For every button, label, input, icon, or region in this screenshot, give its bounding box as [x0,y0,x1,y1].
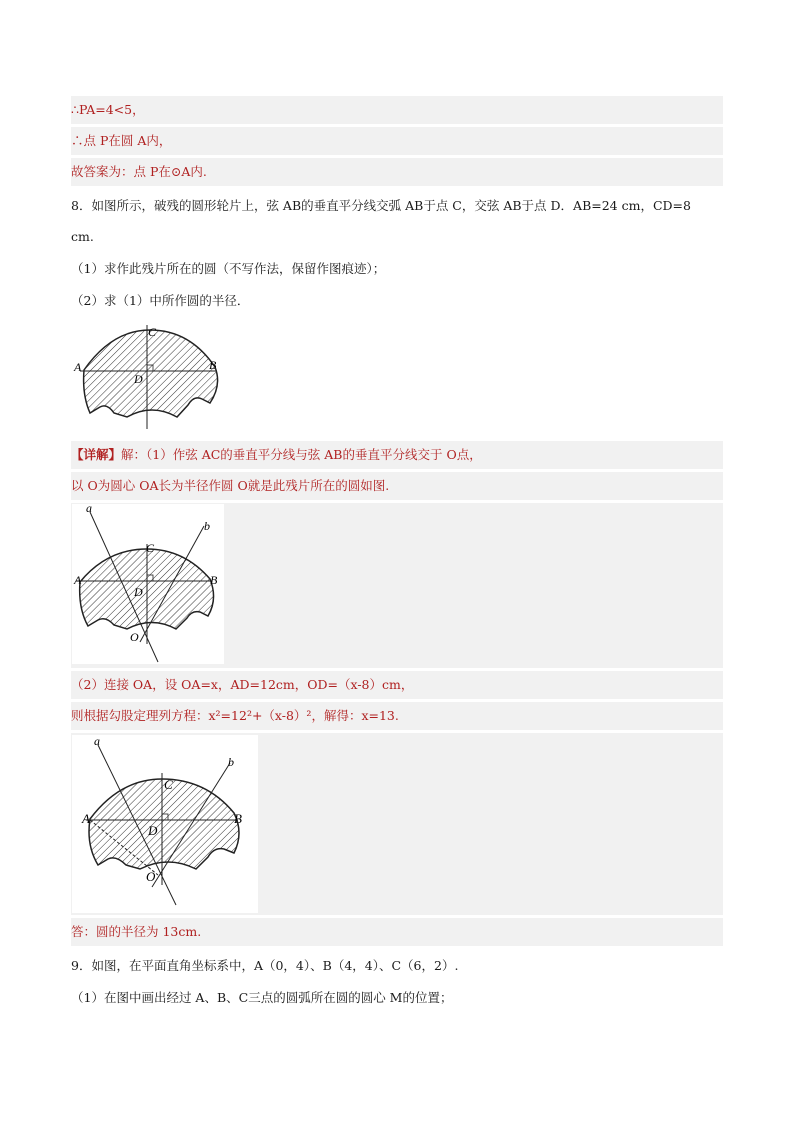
label-A-3: A [82,811,90,826]
broken-wheel-figure [72,325,232,430]
detail-text: 解：（1）作弦 AC的垂直平分线与弦 AB的垂直平分线交于 O点， [121,447,482,462]
label-b-3: b [228,755,234,769]
question-9-line-1: 9．如图，在平面直角坐标系中，A（0，4）、B（4，4）、C（6，2）. [71,958,459,973]
label-B-3: B [234,811,242,826]
detail-answer: 答：圆的半径为 13cm. [71,918,723,946]
label-D: D [134,372,143,386]
label-A: A [74,360,82,374]
construction-figure-1 [72,504,224,664]
label-D-3: D [148,823,158,838]
question-8-part-2: （2）求（1）中所作圆的半径． [71,293,250,308]
label-b: b [204,519,210,533]
question-8-line-2: cm. [71,229,94,244]
answer-line-1: ∴PA=4<5， [71,96,723,124]
label-a-3: a [94,735,100,748]
detail-line-1 [71,441,723,469]
question-8-part-1: （1）求作此残片所在的圆（不写作法，保留作图痕迹）； [71,261,386,276]
label-O-3: O [146,869,156,884]
label-C-2: C [146,541,155,555]
construction-figure-2 [72,735,258,913]
detail-line-3: （2）连接 OA，设 OA=x，AD=12cm，OD=（x-8）cm， [71,671,723,699]
answer-line-3: 故答案为：点 P在⊙A内. [71,158,723,186]
label-A-2: A [74,573,82,587]
label-B-2: B [210,573,218,587]
label-C-3: C [164,777,173,792]
label-O: O [130,630,139,644]
label-B: B [209,358,217,372]
question-8-line-1: 8．如图所示，破残的圆形轮片上，弦 AB的垂直平分线交弧 AB于点 C，交弦 AB于点 D．AB=24 cm，CD=8 [71,198,691,213]
question-9-part-1: （1）在图中画出经过 A、B、C三点的圆弧所在圆的圆心 M的位置； [71,990,453,1005]
label-C: C [148,325,157,339]
label-D-2: D [134,585,143,599]
answer-line-2: ∴点 P在圆 A内， [71,127,723,155]
detail-line-4: 则根据勾股定理列方程：x²=12²+（x-8）²，解得：x=13. [71,702,723,730]
detail-tag: 【详解】 [71,447,122,462]
label-a: a [86,504,92,515]
detail-line-2: 以 O为圆心 OA长为半径作圆 O就是此残片所在的圆如图. [71,472,723,500]
